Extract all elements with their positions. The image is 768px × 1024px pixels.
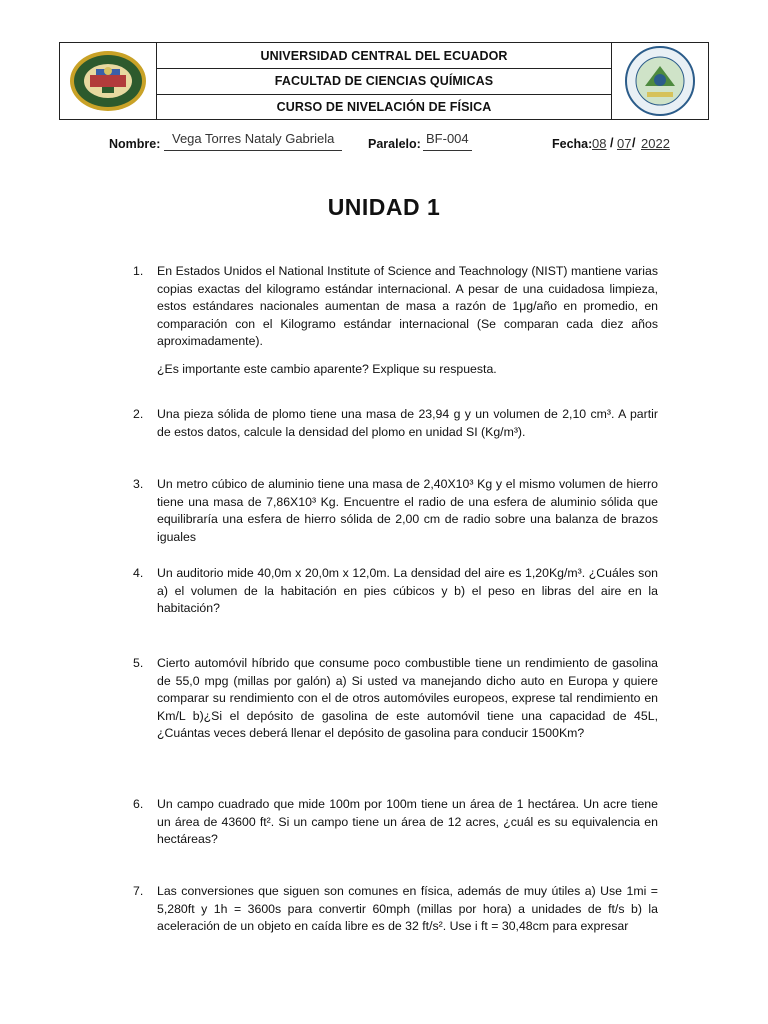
question-text: Un metro cúbico de aluminio tiene una masa de 2,40X10³ Kg y el mismo volumen de hierro tiene una masa de 7,86X10³ Kg. Encuentre el radio de una esfera de aluminio sólida que equilibraría una esfera de hierro sólida de 2,00 cm de radio sobre una balanza de brazos iguales: [157, 477, 658, 544]
header-rows: [157, 43, 611, 119]
question-text: Cierto automóvil híbrido que consume poco combustible tiene un rendimiento de gasolina de 55,0 mpg (millas por galón) a) Si usted va manejando dicho auto en Europa y quiere comparar su rendimiento con el de otros automóviles europeos, exprese tal rendimiento en Km/L b)¿Si el depósito de gasolina de este automóvil tiene una capacidad de 45L, ¿Cuántas veces deberá llenar el depósito de gasolina para conducir 1500Km?: [157, 656, 658, 741]
faculty-name: FACULTAD DE CIENCIAS QUÍMICAS: [157, 68, 611, 93]
name-label: Nombre:: [109, 137, 161, 151]
course-name: CURSO DE NIVELACIÓN DE FÍSICA: [157, 94, 611, 119]
question-5: [133, 655, 658, 743]
question-2: [133, 406, 658, 441]
paralelo-value: BF-004: [426, 131, 469, 146]
left-logo-cell: [60, 43, 157, 119]
question-text: Un auditorio mide 40,0m x 20,0m x 12,0m. La densidad del aire es 1,20Kg/m³. ¿Cuáles son a) el volumen de la habitación en pies cúbicos y b) el peso en libras del aire en la habitación?: [157, 566, 658, 616]
fecha-sep-2: /: [632, 136, 636, 150]
question-number: 4.: [133, 566, 144, 580]
university-name: UNIVERSIDAD CENTRAL DEL ECUADOR: [260, 48, 508, 63]
question-7: [133, 883, 658, 945]
question-text: Un campo cuadrado que mide 100m por 100m tiene un área de 1 hectárea. Un acre tiene un área de 43600 ft². Si un campo tiene un área de 12 acres, ¿cuál es su equivalencia en hectáreas?: [157, 797, 658, 847]
fecha-sep-1: /: [610, 136, 614, 150]
question-number: 6.: [133, 797, 144, 811]
unit-title: UNIDAD 1: [327, 194, 441, 220]
name-value: Vega Torres Nataly Gabriela: [172, 131, 335, 146]
name-underline: [164, 150, 342, 151]
question-6: [133, 796, 658, 849]
question-number: 1.: [133, 264, 144, 278]
question-4: [133, 565, 658, 618]
question-subprompt: ¿Es importante este cambio aparente? Explique su respuesta.: [157, 361, 497, 376]
university-seal-icon: [68, 49, 148, 113]
fecha-month: 07: [617, 136, 632, 151]
question-1: [133, 263, 658, 379]
faculty-seal-icon: [623, 46, 697, 116]
question-number: 2.: [133, 407, 144, 421]
header-table: [59, 42, 709, 120]
right-logo-cell: [611, 43, 708, 119]
fecha-day: 08: [592, 136, 607, 151]
fecha-label: Fecha:: [552, 137, 593, 151]
paralelo-underline: [423, 150, 472, 151]
question-text: Una pieza sólida de plomo tiene una masa de 23,94 g y un volumen de 2,10 cm³. A partir de estos datos, calcule la densidad del plomo en unidad SI (Kg/m³).: [157, 407, 658, 439]
question-number: 7.: [133, 884, 144, 898]
question-text: En Estados Unidos el National Institute of Science and Teachnology (NIST) mantiene varias copias exactas del kilogramo estándar internacional. A pesar de una cuidadosa limpieza, estos estándares nacionales aumentan de masa a razón de 1μg/año en promedio, en comparación con el Kilogramo estándar internacional (Se comparan cada diez años aproximadamente).: [157, 264, 658, 349]
paralelo-label: Paralelo:: [368, 137, 421, 151]
question-text: Las conversiones que siguen son comunes en física, además de muy útiles a) Use 1mi = 5,280ft y 1h = 3600s para convertir 60mph (millas por hora) a unidades de ft/s b) la aceleración de un objeto en caída libre es de 32 ft/s². Use i ft = 30,48cm para expresar: [157, 884, 658, 934]
question-number: 5.: [133, 656, 144, 670]
question-number: 3.: [133, 477, 144, 491]
fecha-year: 2022: [641, 136, 670, 151]
student-info-row: [0, 130, 768, 156]
question-3: [133, 476, 658, 546]
